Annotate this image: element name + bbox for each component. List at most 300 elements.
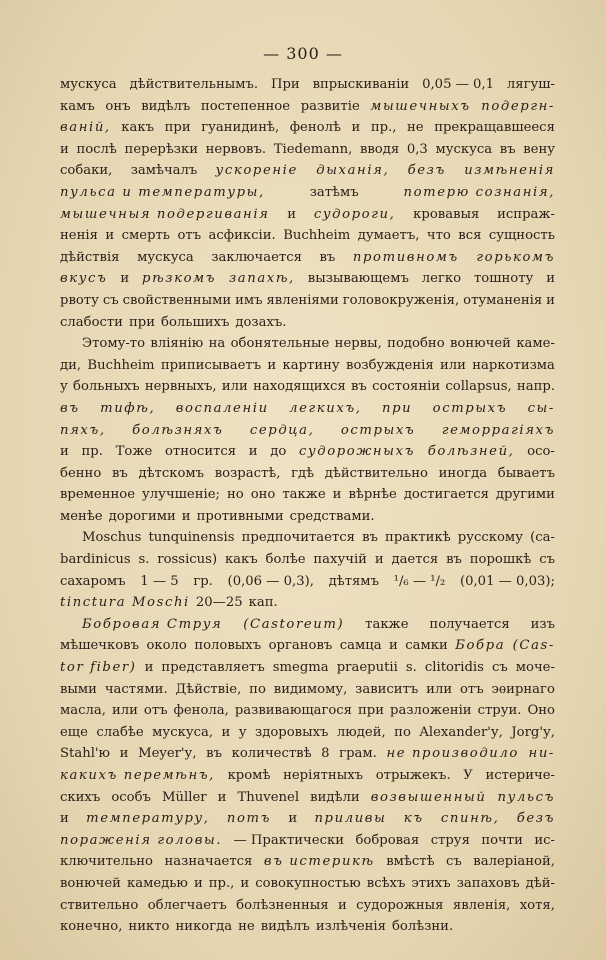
word: вмѣстѣ <box>386 854 435 870</box>
word: смерть <box>121 228 170 244</box>
word: временное <box>60 487 136 503</box>
word: перерѣзки <box>124 141 198 157</box>
emphasized-word: запахѣ, <box>228 271 295 287</box>
text-line <box>60 916 555 938</box>
word: въ <box>111 465 128 481</box>
word: Buchheim <box>87 357 155 373</box>
emphasized-word: болѣзней, <box>427 444 515 460</box>
word: вся <box>458 228 482 244</box>
word: и <box>288 811 298 827</box>
word: картину <box>282 357 340 373</box>
word: (0,01 — 0,03); <box>459 573 555 589</box>
word: менѣе <box>60 508 103 524</box>
emphasized-word: возвышенный <box>370 789 487 805</box>
word: и <box>119 746 129 762</box>
word: наркотизма <box>472 357 555 373</box>
emphasized-word: острыхъ <box>432 400 508 416</box>
word: по <box>394 724 411 740</box>
word: струя <box>430 832 470 848</box>
text-line <box>60 398 555 420</box>
text-line <box>60 182 555 204</box>
word: у <box>238 724 247 740</box>
word: назначается <box>164 854 253 870</box>
emphasized-word: сы- <box>527 400 555 416</box>
word: кровавыя <box>413 206 480 222</box>
emphasized-word: въ <box>60 400 80 416</box>
emphasized-word: ваній, <box>60 120 111 136</box>
word: ключительно <box>60 854 153 870</box>
word: и <box>105 228 115 244</box>
word: дѣйствительно <box>324 465 428 481</box>
word: При <box>270 77 300 92</box>
word: другими <box>495 487 555 503</box>
word: этихъ <box>411 875 451 891</box>
emphasized-word: горькомъ <box>476 249 555 265</box>
emphasized-word: какихъ перемѣнъ, <box>60 768 215 783</box>
word: вліянію <box>150 336 204 352</box>
word: масла, <box>60 703 106 719</box>
word: лягуш- <box>506 77 555 92</box>
word: болѣзненныя <box>236 897 329 913</box>
word: Thuvenel <box>237 789 300 805</box>
word: bardinicus <box>60 552 131 568</box>
emphasized-word: температуру, <box>86 811 210 827</box>
word: и <box>287 206 297 222</box>
word: думаетъ, <box>357 228 420 244</box>
word: находящихся <box>253 379 346 395</box>
word: но <box>226 487 244 503</box>
word: подобно <box>387 336 445 352</box>
word: свойственными <box>122 292 232 308</box>
word: здоровыхъ <box>255 724 329 740</box>
word: мускуса <box>137 249 194 265</box>
word: сахаромъ <box>60 573 126 589</box>
word: clitoridis <box>424 660 484 676</box>
word: явленія, <box>452 897 511 913</box>
word: впрыскиваніи <box>312 77 410 92</box>
text-line <box>60 527 555 549</box>
text-line <box>60 592 555 614</box>
word: collapsus, <box>445 379 512 395</box>
word: валеріаной, <box>473 854 555 870</box>
text-line <box>60 657 555 679</box>
text-body <box>60 74 555 938</box>
word: нервныхъ, <box>144 379 217 395</box>
word: конечно, <box>60 919 123 935</box>
word: вонючей <box>450 336 511 352</box>
emphasized-word: при <box>382 400 413 416</box>
word: въ <box>446 552 462 568</box>
word: дѣй- <box>525 875 555 891</box>
text-line <box>60 808 555 830</box>
emphasized-word: Бобра <box>455 638 506 654</box>
word: Тоже <box>115 444 153 460</box>
word: мускуса <box>435 141 493 157</box>
word: онъ <box>105 98 131 114</box>
text-line <box>60 700 555 722</box>
word: нервы, <box>334 336 382 352</box>
text-line <box>60 139 555 161</box>
text-line <box>60 312 555 334</box>
word: съ <box>539 552 555 568</box>
word: противными <box>196 508 284 524</box>
word: ствительно <box>60 897 139 913</box>
word: облегчаетъ <box>147 897 227 913</box>
emphasized-word: дыханія, <box>316 163 390 179</box>
text-line <box>60 679 555 701</box>
emphasized-word: судорожныхъ <box>299 444 415 460</box>
word: тошноту <box>474 271 534 287</box>
word: асфиксіи. <box>208 228 276 244</box>
emphasized-word: болѣзняхъ <box>132 422 224 438</box>
word: бенно <box>60 465 102 481</box>
text-line <box>60 549 555 571</box>
word: (са- <box>530 530 555 546</box>
word: болѣе <box>265 552 306 568</box>
word: 20—25 <box>195 595 243 611</box>
word: Buchheim <box>283 228 351 244</box>
word: средствами. <box>289 508 375 524</box>
word: при <box>128 314 156 330</box>
emphasized-word: приливы <box>314 811 387 827</box>
word: никто <box>128 919 170 935</box>
text-line <box>60 225 555 247</box>
emphasized-word: геморрагіяхъ <box>441 422 555 438</box>
word: зависитъ <box>355 681 419 697</box>
word: и <box>120 271 130 287</box>
emphasized-word: измѣненія <box>464 163 555 179</box>
word: заключается <box>211 249 302 265</box>
word: smegma <box>272 660 329 676</box>
word: Дѣйствіе, <box>175 681 242 697</box>
text-line <box>60 851 555 873</box>
word: или <box>221 379 248 395</box>
word: praeputii <box>336 660 398 676</box>
word: и <box>546 271 555 287</box>
emphasized-word: безъ <box>407 163 446 179</box>
word: и <box>60 811 69 827</box>
word: скихъ <box>60 789 101 805</box>
word: никогда <box>175 919 233 935</box>
emphasized-word: tinctura Moschi <box>60 595 190 611</box>
word: дозахъ. <box>235 314 287 330</box>
word: и <box>337 897 347 913</box>
word: видѣлъ <box>260 919 310 935</box>
word: и <box>181 508 191 524</box>
word: 0,05 — 0,1 <box>422 77 495 92</box>
text-line <box>60 722 555 744</box>
word: или <box>439 357 466 373</box>
word: фенолѣ <box>289 120 341 136</box>
word: Jorg'у, <box>511 724 555 740</box>
word: или <box>111 703 138 719</box>
word: 1 — 5 <box>140 573 179 589</box>
emphasized-word: пульса и температуры, <box>60 184 265 200</box>
word: камедью <box>126 875 188 891</box>
word: испраж- <box>497 206 555 222</box>
word: отъ <box>143 703 168 719</box>
word: съ <box>446 854 462 870</box>
word: истериче- <box>485 768 555 783</box>
word: совокупностью <box>255 875 361 891</box>
word: оно <box>250 487 276 503</box>
word: не <box>238 919 255 935</box>
word: и <box>217 789 227 805</box>
word: гдѣ <box>291 465 315 481</box>
word: людей, <box>336 724 386 740</box>
emphasized-word: острыхъ <box>340 422 416 438</box>
word: осо- <box>527 444 555 460</box>
emphasized-word: къ <box>403 811 424 827</box>
word: разложеніи <box>390 703 472 719</box>
word: Alexander'у, <box>419 724 503 740</box>
word: самца <box>339 638 382 654</box>
word: также <box>365 616 409 632</box>
emphasized-word: (Cas- <box>512 638 555 654</box>
emphasized-word: пяхъ, <box>60 422 106 438</box>
word: Tiedemann, <box>273 141 353 157</box>
word: мускуса <box>60 77 117 92</box>
word: и <box>221 724 231 740</box>
word: болѣзни. <box>391 919 454 935</box>
word: излѣченія <box>315 919 386 935</box>
word: s. <box>138 552 150 568</box>
word: струи. <box>477 703 522 719</box>
text-line <box>60 268 555 290</box>
word: послѣ <box>76 141 117 157</box>
word: судорожныя <box>356 897 444 913</box>
emphasized-word: въ истерикѣ <box>263 854 375 870</box>
word: и <box>248 444 258 460</box>
word: Stahl'ю <box>60 746 111 762</box>
word: дѣтскомъ <box>138 465 205 481</box>
text-line <box>60 614 555 636</box>
word: явленіями <box>266 292 339 308</box>
word: tunquinensis <box>148 530 235 546</box>
word: и <box>351 120 361 136</box>
emphasized-word: легкихъ, <box>289 400 362 416</box>
emphasized-word: судороги, <box>313 206 396 222</box>
word: въ <box>499 141 516 157</box>
word: видѣли <box>310 789 360 805</box>
word: и <box>240 875 250 891</box>
word: головокруженія, <box>342 292 460 308</box>
word: вызывающемъ <box>307 271 409 287</box>
emphasized-word: пораженія головы. <box>60 832 223 848</box>
text-line <box>60 830 555 852</box>
emphasized-word: мышечныя подергиванія <box>60 206 270 222</box>
word: пахучій <box>313 552 367 568</box>
word: вводя <box>359 141 400 157</box>
word: состояніи <box>372 379 441 395</box>
text-line <box>60 247 555 269</box>
word: отъ <box>177 228 202 244</box>
emphasized-word: потъ <box>226 811 272 827</box>
word: замѣчалъ <box>130 163 198 179</box>
text-line <box>60 376 555 398</box>
emphasized-word: подергн- <box>481 98 555 114</box>
word: также <box>282 487 326 503</box>
word: русскому <box>457 530 523 546</box>
word: отуманенія <box>463 292 543 308</box>
text-line <box>60 420 555 442</box>
text-line <box>60 463 555 485</box>
word: грам. <box>339 746 377 762</box>
word: слабѣе <box>96 724 144 740</box>
page-number: — 300 — <box>263 44 343 63</box>
word: и <box>60 141 69 157</box>
emphasized-word: безъ <box>516 811 555 827</box>
word: представляетъ <box>161 660 265 676</box>
word: и <box>267 357 277 373</box>
text-line <box>60 333 555 355</box>
word: выми <box>60 681 97 697</box>
word: вонючей <box>60 875 121 891</box>
word: у <box>60 379 68 395</box>
word: иногда <box>438 465 488 481</box>
word: при <box>164 120 191 136</box>
word: постепенное <box>200 98 291 114</box>
word: камъ <box>60 98 95 114</box>
emphasized-word: противномъ <box>352 249 459 265</box>
word: въ <box>362 530 378 546</box>
word: развитіе <box>300 98 360 114</box>
word: бываетъ <box>497 465 555 481</box>
word: предпочитается <box>241 530 355 546</box>
emphasized-word: ускореніе <box>215 163 298 179</box>
emphasized-word: мышечныхъ <box>370 98 471 114</box>
word: Müller <box>162 789 207 805</box>
word: затѣмъ <box>309 184 359 200</box>
word: по <box>249 681 266 697</box>
word: неріятныхъ <box>283 768 364 783</box>
word: Этому-то <box>82 336 146 352</box>
emphasized-word: не производило <box>386 746 519 762</box>
word: слабости <box>60 314 123 330</box>
text-line <box>60 160 555 182</box>
word: порошкѣ <box>469 552 532 568</box>
word: ¹/₆ — ¹/₂ <box>393 573 446 589</box>
word: rossicus) <box>157 552 218 568</box>
word: прекращавшееся <box>434 120 555 136</box>
emphasized-word: (Castoreum) <box>243 616 345 632</box>
word: половыхъ <box>194 638 262 654</box>
word: какъ <box>121 120 155 136</box>
emphasized-word: спинѣ, <box>440 811 500 827</box>
word: большихъ <box>161 314 230 330</box>
word: еще <box>60 724 88 740</box>
word: до <box>270 444 287 460</box>
word: и <box>332 487 342 503</box>
text-line <box>60 355 555 377</box>
word: У <box>463 768 473 783</box>
text-line <box>60 765 555 787</box>
text-line <box>60 506 555 528</box>
word: возбужденія <box>346 357 434 373</box>
word: отрыжекъ. <box>375 768 451 783</box>
word: и <box>374 552 384 568</box>
word: пр., <box>370 120 397 136</box>
word: въ <box>206 746 222 762</box>
word: имъ <box>235 292 263 308</box>
emphasized-word: потерю сознанія, <box>403 184 555 200</box>
word: изъ <box>530 616 555 632</box>
word: какъ <box>224 552 258 568</box>
word: кромѣ <box>227 768 271 783</box>
word: на <box>208 336 226 352</box>
word: и <box>546 292 555 308</box>
word: дѣтямъ <box>328 573 379 589</box>
word: всѣхъ <box>366 875 406 891</box>
emphasized-word: тифѣ, <box>100 400 156 416</box>
word: мускуса, <box>152 724 214 740</box>
word: гр. <box>193 573 213 589</box>
word: дѣйствительнымъ. <box>129 77 259 92</box>
text-line <box>60 787 555 809</box>
word: напр. <box>516 379 555 395</box>
word: и <box>144 660 154 676</box>
text-line <box>60 204 555 226</box>
word: отъ <box>459 681 484 697</box>
word: достигается <box>403 487 489 503</box>
word: Оно <box>527 703 555 719</box>
word: ис- <box>534 832 555 848</box>
emphasized-word: вкусъ <box>60 271 108 287</box>
word: каме- <box>516 336 555 352</box>
word: сущность <box>488 228 555 244</box>
word: мѣшечковъ <box>60 638 139 654</box>
word: фенола, <box>173 703 229 719</box>
word: улучшеніе; <box>142 487 220 503</box>
text-line <box>60 117 555 139</box>
word: дорогими <box>108 508 176 524</box>
word: собаки, <box>60 163 113 179</box>
word: 8 <box>321 746 330 762</box>
word: и <box>389 638 398 654</box>
word: относится <box>164 444 237 460</box>
word: эѳирнаго <box>491 681 555 697</box>
text-line <box>60 571 555 593</box>
word: около <box>146 638 187 654</box>
word: запаховъ <box>456 875 520 891</box>
word: количествѣ <box>231 746 312 762</box>
word: пр., <box>208 875 235 891</box>
word: въ <box>319 249 336 265</box>
text-line <box>60 873 555 895</box>
word: видимому, <box>273 681 348 697</box>
text-line <box>60 290 555 312</box>
word: практикѣ <box>385 530 451 546</box>
word: кап. <box>248 595 278 611</box>
word: легко <box>421 271 462 287</box>
word: видѣлъ <box>141 98 191 114</box>
word: развивающагося <box>234 703 352 719</box>
word: рвоту <box>60 292 99 308</box>
word: не <box>407 120 424 136</box>
word: вѣрнѣе <box>348 487 397 503</box>
word: ди, <box>60 357 82 373</box>
word: обонятельные <box>230 336 330 352</box>
word: 0,3 <box>406 141 428 157</box>
word: въ <box>350 379 367 395</box>
word: или <box>426 681 453 697</box>
text-line <box>60 96 555 118</box>
word: моче- <box>515 660 555 676</box>
emphasized-word: воспаленіи <box>175 400 269 416</box>
emphasized-word: tor fiber) <box>60 660 137 676</box>
word: возрастѣ, <box>214 465 281 481</box>
text-line <box>60 484 555 506</box>
